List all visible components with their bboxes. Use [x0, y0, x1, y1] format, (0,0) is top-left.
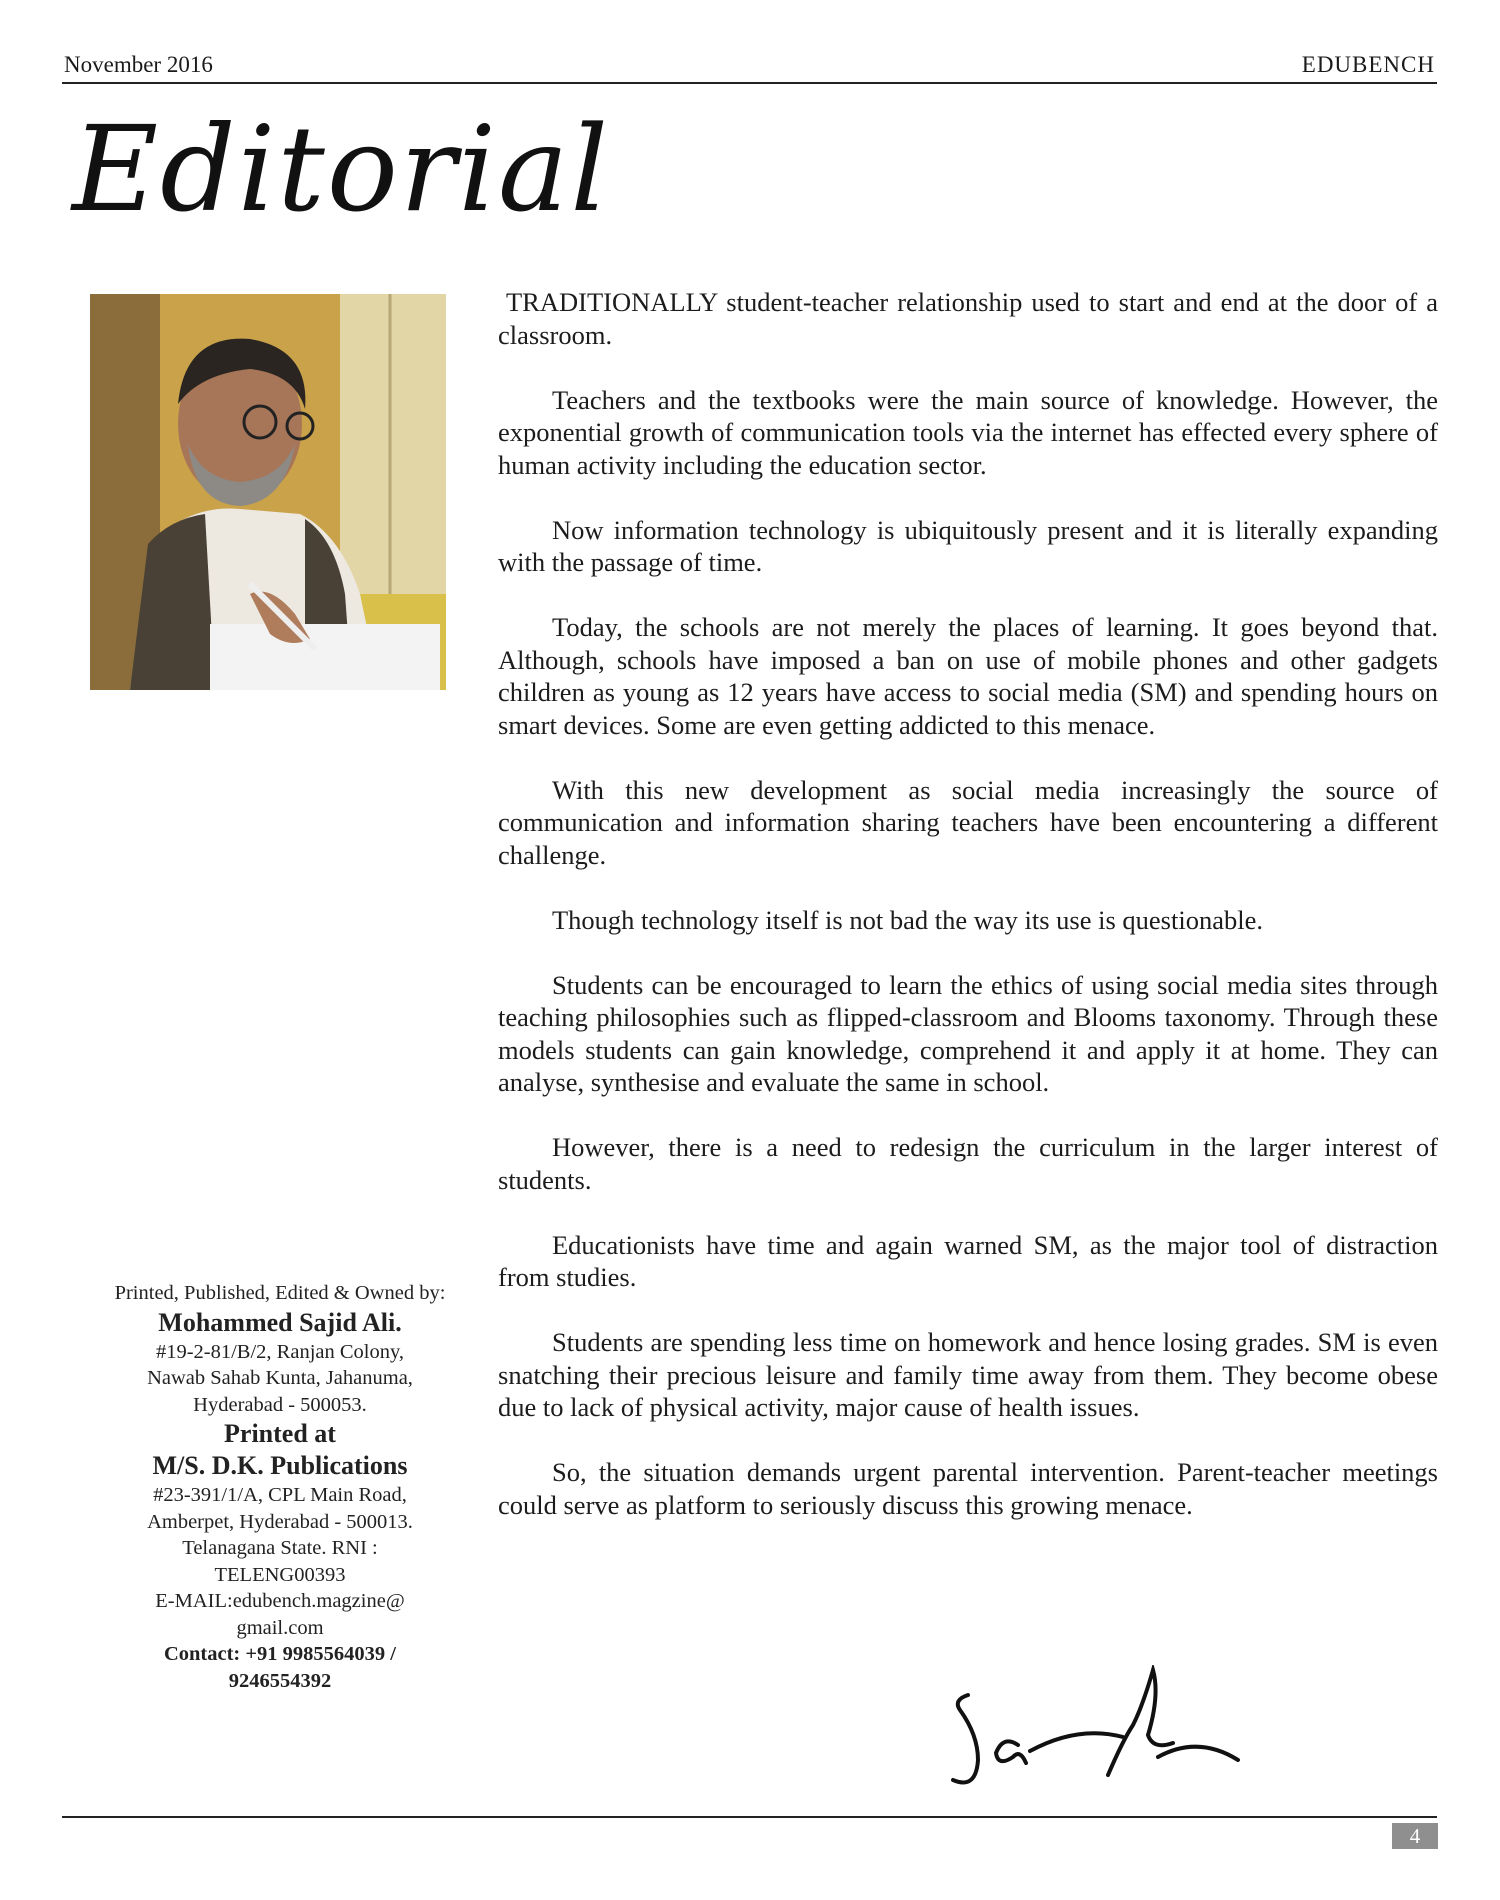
editor-photo	[90, 294, 446, 690]
rni-number: TELENG00393	[214, 1563, 346, 1586]
printed-at-label: Printed at	[224, 1419, 336, 1448]
email-line: gmail.com	[236, 1616, 324, 1639]
editor-signature	[948, 1665, 1248, 1795]
printer-name: M/S. D.K. Publications	[152, 1451, 408, 1480]
printer-address-line: #23-391/1/A, CPL Main Road,	[153, 1484, 407, 1506]
owned-by-label: Printed, Published, Edited & Owned by:	[114, 1282, 446, 1304]
footer-rule	[62, 1816, 1437, 1818]
owner-address-line: Hyderabad - 500053.	[193, 1393, 367, 1416]
publisher-imprint	[90, 1280, 470, 1694]
article-paragraph: Students can be encouraged to learn the ethics of using social media sites through teaching philosophies such as flipped-classroom and Blooms taxonomy. Through these models students can gain knowledge, comprehend it and apply it at home. They can analyse, synthesise and evaluate the same in school.	[498, 969, 1438, 1097]
editorial-body	[498, 286, 1438, 1554]
page-header	[62, 48, 1437, 84]
article-paragraph: Teachers and the textbooks were the main source of knowledge. However, the exponential growth of communication tools via the internet has effected every sphere of human activity including the education sector.	[498, 384, 1438, 480]
article-paragraph: However, there is a need to redesign the curriculum in the larger interest of students.	[498, 1132, 1438, 1195]
contact-line: Contact: +91 9985564039 /	[163, 1643, 397, 1665]
publication-name: EDUBENCH	[1301, 52, 1435, 77]
page-number: 4	[1392, 1823, 1438, 1849]
email-line: E-MAIL:edubench.magzine@	[155, 1590, 405, 1612]
handwritten-signature-icon	[948, 1665, 1248, 1795]
owner-address-line: Nawab Sahab Kunta, Jahanuma,	[147, 1367, 413, 1389]
contact-line: 9246554392	[228, 1669, 332, 1692]
article-paragraph: Though technology itself is not bad the way its use is questionable.	[552, 904, 1263, 935]
printer-address-line: Amberpet, Hyderabad - 500013.	[147, 1510, 413, 1533]
article-paragraph: Students are spending less time on homework and hence losing grades. SM is even snatching their precious leisure and family time away from them. They become obese due to lack of physical activity, major cause of health issues.	[498, 1327, 1438, 1422]
article-paragraph: With this new development as social media increasingly the source of communication and information sharing teachers have been encountering a different challenge.	[498, 774, 1438, 870]
article-paragraph: So, the situation demands urgent parental intervention. Parent-teacher meetings could serve as platform to seriously discuss this growing menace.	[498, 1457, 1438, 1520]
issue-date: November 2016	[64, 52, 213, 77]
article-paragraph: Today, the schools are not merely the places of learning. It goes beyond that. Although, schools have imposed a ban on use of mobile phones and other gadgets children as young as 12 years have access to social media (SM) and spending hours on smart devices. Some are even getting addicted to this menace.	[498, 612, 1438, 740]
article-paragraph: TRADITIONALLY student-teacher relationship used to start and end at the door of a classroom.	[498, 287, 1438, 350]
article-paragraph: Educationists have time and again warned SM, as the major tool of distraction from studies.	[498, 1229, 1438, 1292]
printer-address-line: Telanagana State. RNI :	[182, 1537, 378, 1559]
page-title: Editorial	[72, 100, 611, 238]
owner-name: Mohammed Sajid Ali.	[158, 1307, 402, 1337]
owner-address-line: #19-2-81/B/2, Ranjan Colony,	[155, 1340, 405, 1363]
article-paragraph: Now information technology is ubiquitously present and it is literally expanding with the passage of time.	[498, 514, 1438, 577]
editor-portrait-icon	[90, 294, 446, 690]
